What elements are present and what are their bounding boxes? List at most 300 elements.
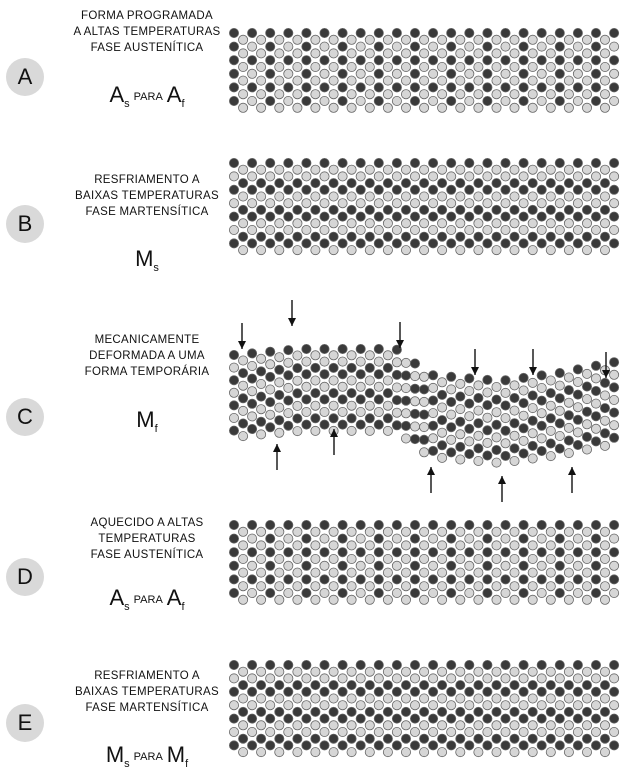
lattice-atom-e: [465, 687, 474, 696]
lattice-atom-b: [374, 172, 383, 181]
lattice-atom-a: [555, 42, 564, 51]
lattice-atom-b: [374, 199, 383, 208]
lattice-atom-c: [420, 410, 429, 419]
lattice-atom-e: [573, 660, 582, 669]
lattice-atom-a: [374, 69, 383, 78]
formula-left: M: [136, 407, 155, 432]
lattice-atom-d: [465, 520, 474, 529]
lattice-atom-c: [429, 421, 438, 430]
lattice-atom-b: [600, 179, 609, 188]
lattice-atom-b: [429, 199, 438, 208]
lattice-atom-a: [610, 28, 619, 37]
lattice-atom-e: [302, 741, 311, 750]
lattice-atom-e: [365, 694, 374, 703]
lattice-atom-e: [555, 701, 564, 710]
lattice-atom-e: [610, 741, 619, 750]
lattice-atom-a: [356, 56, 365, 65]
lattice-atom-b: [248, 212, 257, 221]
lattice-atom-b: [365, 246, 374, 255]
lattice-atom-d: [311, 554, 320, 563]
lattice-atom-a: [600, 35, 609, 44]
lattice-atom-a: [257, 49, 266, 58]
lattice-atom-b: [519, 185, 528, 194]
lattice-atom-c: [519, 424, 528, 433]
lattice-atom-c: [374, 395, 383, 404]
lattice-atom-a: [492, 90, 501, 99]
lattice-atom-b: [365, 232, 374, 241]
lattice-atom-e: [338, 674, 347, 683]
lattice-atom-a: [537, 42, 546, 51]
lattice-atom-a: [546, 90, 555, 99]
lattice-atom-e: [483, 674, 492, 683]
lattice-atom-c: [311, 426, 320, 435]
lattice-atom-d: [456, 554, 465, 563]
lattice-atom-a: [474, 49, 483, 58]
lattice-atom-c: [555, 419, 564, 428]
lattice-atom-b: [582, 165, 591, 174]
lattice-atom-d: [302, 575, 311, 584]
lattice-atom-c: [229, 426, 238, 435]
lattice-atom-b: [275, 165, 284, 174]
lattice-atom-d: [456, 595, 465, 604]
lattice-atom-d: [410, 588, 419, 597]
lattice-atom-c: [591, 424, 600, 433]
lattice-atom-e: [320, 727, 329, 736]
lattice-atom-d: [266, 548, 275, 557]
lattice-atom-b: [356, 158, 365, 167]
lattice-atom-c: [311, 389, 320, 398]
lattice-atom-d: [555, 534, 564, 543]
lattice-atom-c: [410, 397, 419, 406]
lattice-atom-e: [392, 687, 401, 696]
lattice-atom-c: [410, 435, 419, 444]
lattice-atom-e: [266, 660, 275, 669]
lattice-atom-b: [492, 246, 501, 255]
lattice-atom-d: [564, 595, 573, 604]
lattice-atom-d: [591, 534, 600, 543]
lattice-atom-a: [302, 42, 311, 51]
lattice-atom-a: [302, 69, 311, 78]
lattice-atom-b: [248, 185, 257, 194]
lattice-atom-d: [555, 548, 564, 557]
lattice-atom-e: [528, 667, 537, 676]
lattice-atom-c: [510, 431, 519, 440]
lattice-atom-e: [257, 707, 266, 716]
description-line: TEMPERATURAS: [98, 533, 196, 545]
lattice-atom-d: [591, 588, 600, 597]
lattice-atom-a: [465, 56, 474, 65]
lattice-atom-d: [582, 527, 591, 536]
lattice-atom-d: [239, 527, 248, 536]
lattice-atom-b: [401, 232, 410, 241]
lattice-atom-b: [266, 158, 275, 167]
lattice-atom-c: [347, 426, 356, 435]
lattice-atom-d: [492, 568, 501, 577]
lattice-atom-b: [564, 232, 573, 241]
lattice-atom-d: [483, 520, 492, 529]
lattice-atom-e: [492, 667, 501, 676]
lattice-atom-c: [591, 399, 600, 408]
lattice-atom-d: [365, 582, 374, 591]
description-line: FASE MARTENSÍTICA: [85, 702, 209, 714]
lattice-atom-c: [501, 451, 510, 460]
lattice-atom-a: [483, 42, 492, 51]
lattice-atom-a: [555, 28, 564, 37]
lattice-atom-c: [483, 401, 492, 410]
lattice-atom-c: [483, 451, 492, 460]
lattice-atom-b: [410, 225, 419, 234]
lattice-atom-e: [257, 667, 266, 676]
lattice-atom-e: [591, 687, 600, 696]
lattice-atom-b: [347, 192, 356, 201]
description-line: FORMA TEMPORÁRIA: [84, 366, 210, 378]
lattice-atom-c: [564, 436, 573, 445]
lattice-atom-a: [510, 35, 519, 44]
lattice-atom-e: [429, 660, 438, 669]
lattice-atom-d: [374, 561, 383, 570]
lattice-atom-e: [564, 734, 573, 743]
lattice-atom-a: [438, 103, 447, 112]
lattice-atom-b: [564, 246, 573, 255]
lattice-atom-e: [293, 694, 302, 703]
lattice-atom-d: [474, 554, 483, 563]
lattice-atom-e: [383, 748, 392, 757]
lattice-atom-c: [582, 432, 591, 441]
lattice-atom-d: [546, 595, 555, 604]
lattice-atom-e: [573, 701, 582, 710]
lattice-atom-b: [573, 212, 582, 221]
lattice-atom-e: [356, 741, 365, 750]
lattice-atom-b: [311, 246, 320, 255]
lattice-atom-c: [329, 414, 338, 423]
lattice-atom-c: [456, 392, 465, 401]
lattice-atom-a: [528, 62, 537, 71]
lattice-atom-c: [528, 429, 537, 438]
lattice-atom-b: [573, 239, 582, 248]
lattice-atom-e: [257, 734, 266, 743]
lattice-atom-b: [582, 179, 591, 188]
lattice-atom-c: [338, 370, 347, 379]
lattice-atom-b: [229, 158, 238, 167]
lattice-atom-a: [447, 56, 456, 65]
lattice-atom-e: [546, 667, 555, 676]
lattice-atom-d: [465, 575, 474, 584]
lattice-atom-c: [555, 406, 564, 415]
lattice-atom-b: [483, 212, 492, 221]
lattice-atom-a: [465, 83, 474, 92]
lattice-atom-c: [284, 409, 293, 418]
lattice-atom-d: [564, 582, 573, 591]
lattice-atom-a: [501, 96, 510, 105]
lattice-atom-a: [401, 90, 410, 99]
lattice-atom-c: [483, 375, 492, 384]
lattice-atom-d: [383, 541, 392, 550]
lattice-atom-a: [239, 49, 248, 58]
lattice-atom-c: [501, 414, 510, 423]
lattice-atom-c: [600, 404, 609, 413]
lattice-atom-b: [239, 179, 248, 188]
lattice-atom-a: [383, 103, 392, 112]
lattice-atom-b: [275, 205, 284, 214]
lattice-atom-e: [275, 681, 284, 690]
lattice-atom-e: [311, 734, 320, 743]
lattice-atom-b: [474, 165, 483, 174]
lattice-atom-c: [555, 431, 564, 440]
lattice-atom-a: [447, 42, 456, 51]
lattice-atom-a: [600, 103, 609, 112]
lattice-atom-b: [229, 239, 238, 248]
lattice-atom-b: [293, 219, 302, 228]
lattice-atom-e: [239, 681, 248, 690]
lattice-atom-c: [239, 419, 248, 428]
lattice-atom-b: [456, 232, 465, 241]
lattice-atom-d: [555, 588, 564, 597]
formula-mid: PARA: [133, 594, 163, 606]
lattice-atom-c: [356, 344, 365, 353]
lattice-atom-d: [284, 548, 293, 557]
lattice-atom-b: [284, 212, 293, 221]
lattice-atom-a: [546, 76, 555, 85]
lattice-atom-e: [320, 674, 329, 683]
lattice-atom-e: [257, 694, 266, 703]
lattice-atom-b: [383, 179, 392, 188]
lattice-atom-b: [447, 199, 456, 208]
lattice-atom-e: [582, 667, 591, 676]
panel-label-b: B: [6, 205, 44, 243]
lattice-atom-e: [519, 727, 528, 736]
lattice-atom-e: [429, 741, 438, 750]
lattice-atom-d: [501, 561, 510, 570]
lattice-atom-e: [347, 681, 356, 690]
lattice-atom-e: [447, 741, 456, 750]
lattice-atom-b: [438, 179, 447, 188]
lattice-atom-b: [329, 219, 338, 228]
lattice-atom-d: [329, 541, 338, 550]
lattice-atom-a: [600, 49, 609, 58]
lattice-atom-b: [582, 232, 591, 241]
lattice-atom-b: [501, 225, 510, 234]
lattice-atom-d: [293, 527, 302, 536]
lattice-atom-b: [555, 158, 564, 167]
lattice-atom-e: [229, 701, 238, 710]
lattice-atom-e: [311, 748, 320, 757]
lattice-atom-c: [374, 407, 383, 416]
lattice-atom-a: [410, 28, 419, 37]
lattice-atom-a: [420, 90, 429, 99]
lattice-atom-d: [610, 520, 619, 529]
lattice-atom-c: [356, 382, 365, 391]
lattice-atom-a: [257, 62, 266, 71]
lattice-atom-d: [329, 595, 338, 604]
lattice-atom-a: [492, 103, 501, 112]
lattice-atom-a: [600, 90, 609, 99]
lattice-atom-b: [555, 212, 564, 221]
lattice-atom-b: [284, 225, 293, 234]
lattice-atom-a: [392, 96, 401, 105]
lattice-atom-e: [302, 727, 311, 736]
lattice-atom-c: [610, 358, 619, 367]
lattice-atom-e: [275, 721, 284, 730]
lattice-atom-a: [239, 76, 248, 85]
lattice-atom-b: [302, 172, 311, 181]
lattice-atom-a: [429, 42, 438, 51]
lattice-atom-e: [600, 707, 609, 716]
lattice-atom-e: [266, 741, 275, 750]
lattice-atom-e: [492, 707, 501, 716]
lattice-atom-b: [410, 239, 419, 248]
lattice-atom-c: [537, 446, 546, 455]
lattice-atom-d: [420, 541, 429, 550]
lattice-atom-b: [374, 225, 383, 234]
lattice-atom-d: [284, 520, 293, 529]
lattice-atom-b: [420, 219, 429, 228]
lattice-atom-c: [275, 428, 284, 437]
lattice-atom-d: [275, 527, 284, 536]
lattice-atom-b: [329, 232, 338, 241]
lattice-atom-d: [573, 588, 582, 597]
lattice-atom-c: [438, 416, 447, 425]
lattice-atom-a: [610, 69, 619, 78]
lattice-atom-b: [392, 185, 401, 194]
lattice-atom-b: [483, 172, 492, 181]
lattice-atom-b: [356, 172, 365, 181]
lattice-atom-c: [320, 357, 329, 366]
lattice-atom-e: [401, 667, 410, 676]
lattice-atom-c: [302, 344, 311, 353]
lattice-atom-b: [401, 205, 410, 214]
lattice-atom-e: [347, 748, 356, 757]
lattice-atom-e: [392, 727, 401, 736]
lattice-atom-b: [438, 205, 447, 214]
lattice-atom-b: [401, 165, 410, 174]
lattice-atom-e: [374, 741, 383, 750]
lattice-atom-d: [229, 575, 238, 584]
lattice-atom-b: [392, 199, 401, 208]
lattice-atom-e: [501, 727, 510, 736]
lattice-atom-a: [410, 96, 419, 105]
lattice-atom-a: [410, 56, 419, 65]
lattice-atom-d: [429, 520, 438, 529]
lattice-atom-c: [383, 376, 392, 385]
lattice-atom-a: [239, 90, 248, 99]
lattice-atom-e: [537, 727, 546, 736]
lattice-atom-c: [284, 421, 293, 430]
lattice-atom-b: [438, 219, 447, 228]
lattice-atom-c: [320, 382, 329, 391]
formula-right: A: [166, 585, 182, 610]
lattice-atom-c: [401, 409, 410, 418]
lattice-atom-e: [229, 660, 238, 669]
lattice-atom-e: [555, 727, 564, 736]
lattice-atom-d: [329, 582, 338, 591]
lattice-atom-d: [248, 575, 257, 584]
lattice-atom-b: [528, 232, 537, 241]
lattice-atom-c: [429, 446, 438, 455]
lattice-atom-e: [266, 701, 275, 710]
lattice-atom-a: [564, 103, 573, 112]
lattice-atom-e: [528, 748, 537, 757]
lattice-atom-e: [338, 660, 347, 669]
lattice-atom-e: [510, 734, 519, 743]
lattice-atom-c: [338, 344, 347, 353]
lattice-atom-e: [266, 674, 275, 683]
lattice-atom-c: [374, 357, 383, 366]
lattice-atom-a: [420, 49, 429, 58]
lattice-atom-c: [582, 445, 591, 454]
lattice-atom-c: [293, 427, 302, 436]
lattice-atom-c: [347, 363, 356, 372]
lattice-atom-b: [474, 232, 483, 241]
lattice-atom-e: [582, 721, 591, 730]
lattice-atom-c: [420, 423, 429, 432]
lattice-atom-c: [456, 455, 465, 464]
lattice-atom-e: [338, 701, 347, 710]
lattice-atom-d: [356, 575, 365, 584]
lattice-atom-b: [564, 179, 573, 188]
lattice-atom-a: [266, 96, 275, 105]
lattice-atom-c: [392, 370, 401, 379]
lattice-atom-c: [465, 374, 474, 383]
lattice-atom-e: [501, 660, 510, 669]
lattice-atom-e: [293, 721, 302, 730]
lattice-atom-c: [302, 407, 311, 416]
lattice-atom-a: [347, 90, 356, 99]
lattice-atom-a: [347, 76, 356, 85]
lattice-atom-b: [429, 212, 438, 221]
lattice-atom-c: [392, 408, 401, 417]
lattice-atom-e: [600, 667, 609, 676]
lattice-atom-e: [374, 727, 383, 736]
lattice-atom-a: [401, 49, 410, 58]
lattice-atom-a: [564, 90, 573, 99]
lattice-atom-b: [555, 172, 564, 181]
lattice-atom-e: [392, 741, 401, 750]
lattice-atom-a: [275, 35, 284, 44]
lattice-atom-d: [257, 568, 266, 577]
lattice-atom-e: [591, 741, 600, 750]
lattice-atom-b: [293, 205, 302, 214]
lattice-atom-e: [582, 707, 591, 716]
lattice-atom-b: [438, 192, 447, 201]
lattice-atom-d: [284, 561, 293, 570]
lattice-atom-e: [510, 694, 519, 703]
lattice-atom-a: [320, 28, 329, 37]
lattice-atom-c: [383, 363, 392, 372]
lattice-atom-b: [257, 205, 266, 214]
lattice-atom-c: [492, 382, 501, 391]
lattice-atom-c: [456, 405, 465, 414]
lattice-atom-b: [383, 192, 392, 201]
lattice-atom-c: [347, 376, 356, 385]
lattice-atom-a: [239, 62, 248, 71]
lattice-atom-e: [591, 660, 600, 669]
lattice-atom-d: [510, 554, 519, 563]
description-line: AQUECIDO A ALTAS: [90, 517, 204, 529]
lattice-atom-c: [293, 414, 302, 423]
lattice-atom-d: [438, 554, 447, 563]
lattice-atom-d: [510, 527, 519, 536]
lattice-atom-d: [329, 568, 338, 577]
lattice-atom-e: [229, 674, 238, 683]
lattice-atom-c: [429, 383, 438, 392]
lattice-atom-c: [392, 383, 401, 392]
lattice-atom-a: [429, 83, 438, 92]
lattice-atom-c: [555, 444, 564, 453]
lattice-atom-a: [519, 69, 528, 78]
lattice-atom-c: [492, 395, 501, 404]
lattice-atom-c: [311, 351, 320, 360]
lattice-atom-b: [410, 158, 419, 167]
